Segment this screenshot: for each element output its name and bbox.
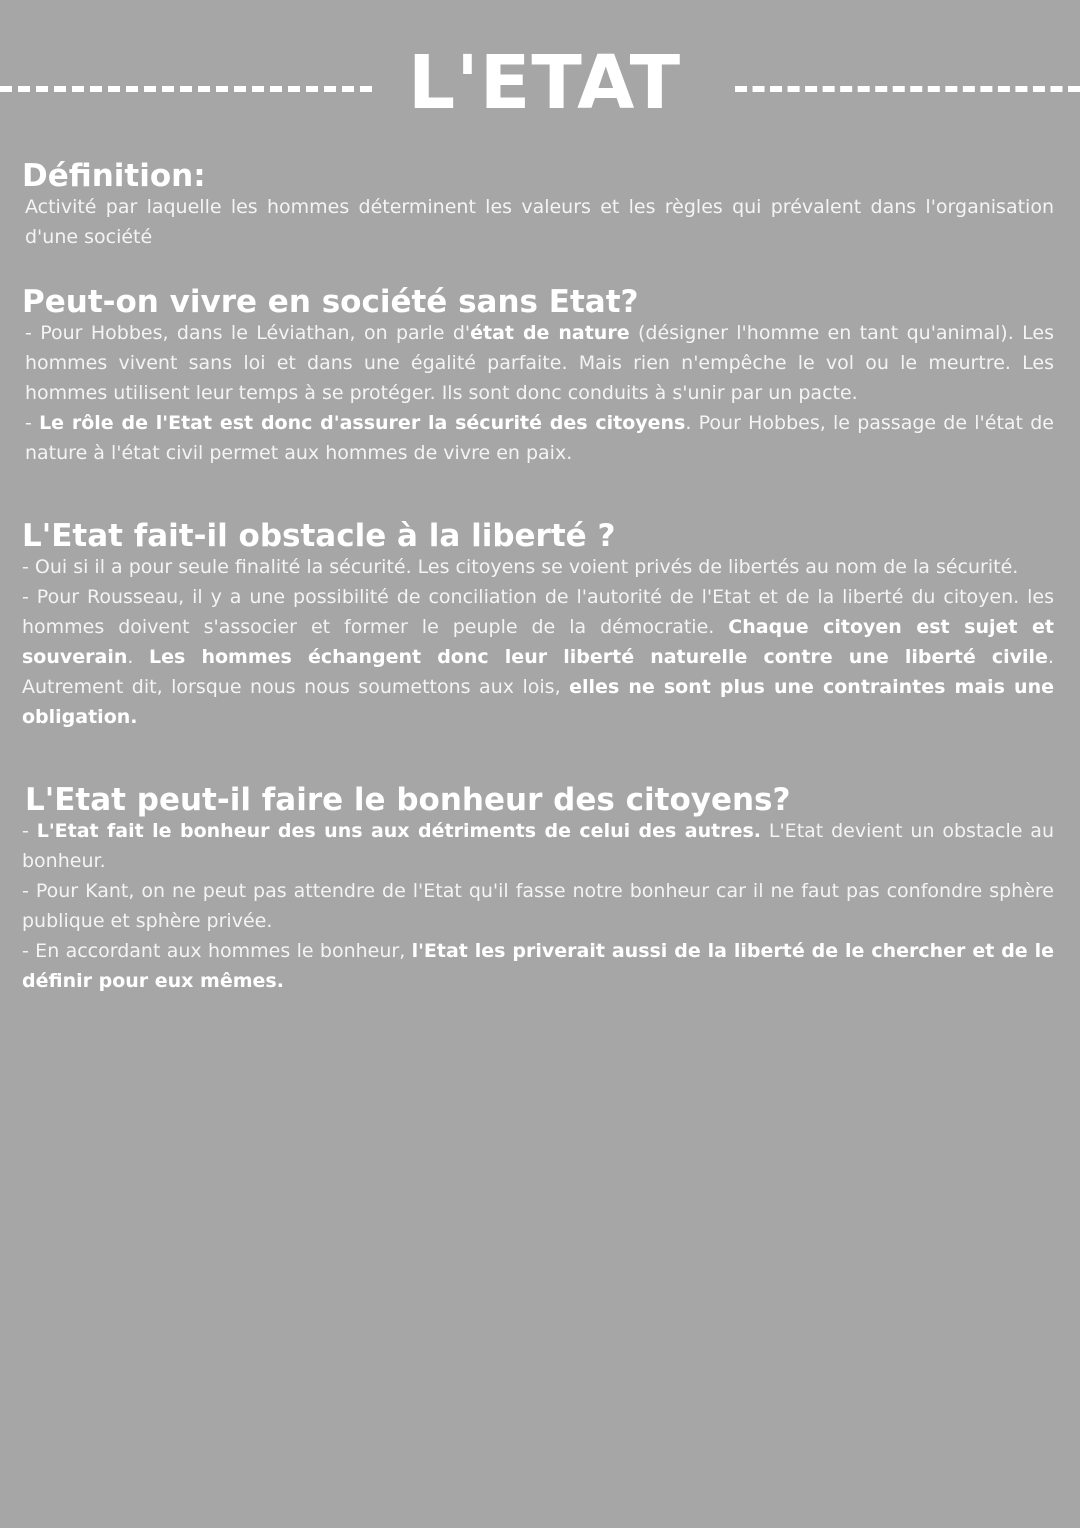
bold-text: l'Etat les priverait aussi de la liberté de le chercher et de le définir pour eux mêmes. [22,940,1054,992]
text-run: . Autrement dit, lorsque nous nous soumettons aux lois, [22,646,1054,698]
paragraph [22,816,1054,876]
bold-text: état de nature [470,322,630,344]
section-heading: Peut-on vivre en société sans Etat? [22,284,639,320]
section-heading: L'Etat peut-il faire le bonheur des citoyens? [25,782,791,818]
section-heading: Définition: [22,158,206,194]
paragraph [25,192,1054,252]
bold-text: elles ne sont plus une contraintes mais une obligation. [22,676,1054,728]
section-heading: L'Etat fait-il obstacle à la liberté ? [22,518,616,554]
section-body [22,192,1054,252]
paragraph [22,936,1054,996]
section-body [22,552,1054,732]
section-definition [22,160,1054,252]
paragraph [25,318,1054,408]
text-run: - En accordant aux hommes le bonheur, [22,940,412,962]
text-run: - Pour Rousseau, il y a une possibilité de conciliation de l'autorité de l'Etat et de la liberté du citoyen. les hommes doivent s'associer et former le peuple de la démocratie. [22,586,1054,638]
section-body [22,816,1054,996]
bold-text: Chaque citoyen est sujet et souverain [22,616,1054,668]
title-row [0,38,1080,128]
section-state-and-liberty [22,520,1054,732]
paragraph [22,876,1054,936]
bold-text: L'Etat fait le bonheur des uns aux détriments de celui des autres. [36,820,762,842]
page-title: L'ETAT [408,40,682,126]
text-run: - [22,820,37,842]
section-body [22,318,1054,468]
text-run: Activité par laquelle les hommes déterminent les valeurs et les règles qui prévalent dans l'organisation d'une société [25,196,1054,248]
text-run: - Pour Hobbes, dans le Léviathan, on parle d' [25,322,471,344]
text-run: . Pour Hobbes, le passage de l'état de nature à l'état civil permet aux hommes de vivre en paix. [25,412,1054,464]
title-dashes-left [0,86,372,92]
bold-text: Les hommes échangent donc leur liberté naturelle contre une liberté civile [149,646,1048,668]
text-run: - Oui si il a pour seule finalité la sécurité. Les citoyens se voient privés de libertés au nom de la sécurité. [22,556,1019,578]
text-run: L'Etat devient un obstacle au bonheur. [22,820,1054,872]
title-dashes-right [735,86,1080,92]
paragraph [22,552,1054,582]
section-society-without-state [22,286,1054,468]
text-run: . [127,646,149,668]
section-state-and-happiness [22,784,1054,996]
paragraph [25,408,1054,468]
text-run: (désigner l'homme en tant qu'animal). Les hommes vivent sans loi et dans une égalité parfaite. Mais rien n'empêche le vol ou le meurtre. Les hommes utilisent leur temps à se protéger. Ils sont donc conduits à s'unir par un pacte. [25,322,1054,404]
text-run: - [25,412,40,434]
text-run: - Pour Kant, on ne peut pas attendre de l'Etat qu'il fasse notre bonheur car il ne faut pas confondre sphère publique et sphère privée. [22,880,1054,932]
bold-text: Le rôle de l'Etat est donc d'assurer la sécurité des citoyens [39,412,686,434]
paragraph [22,582,1054,732]
